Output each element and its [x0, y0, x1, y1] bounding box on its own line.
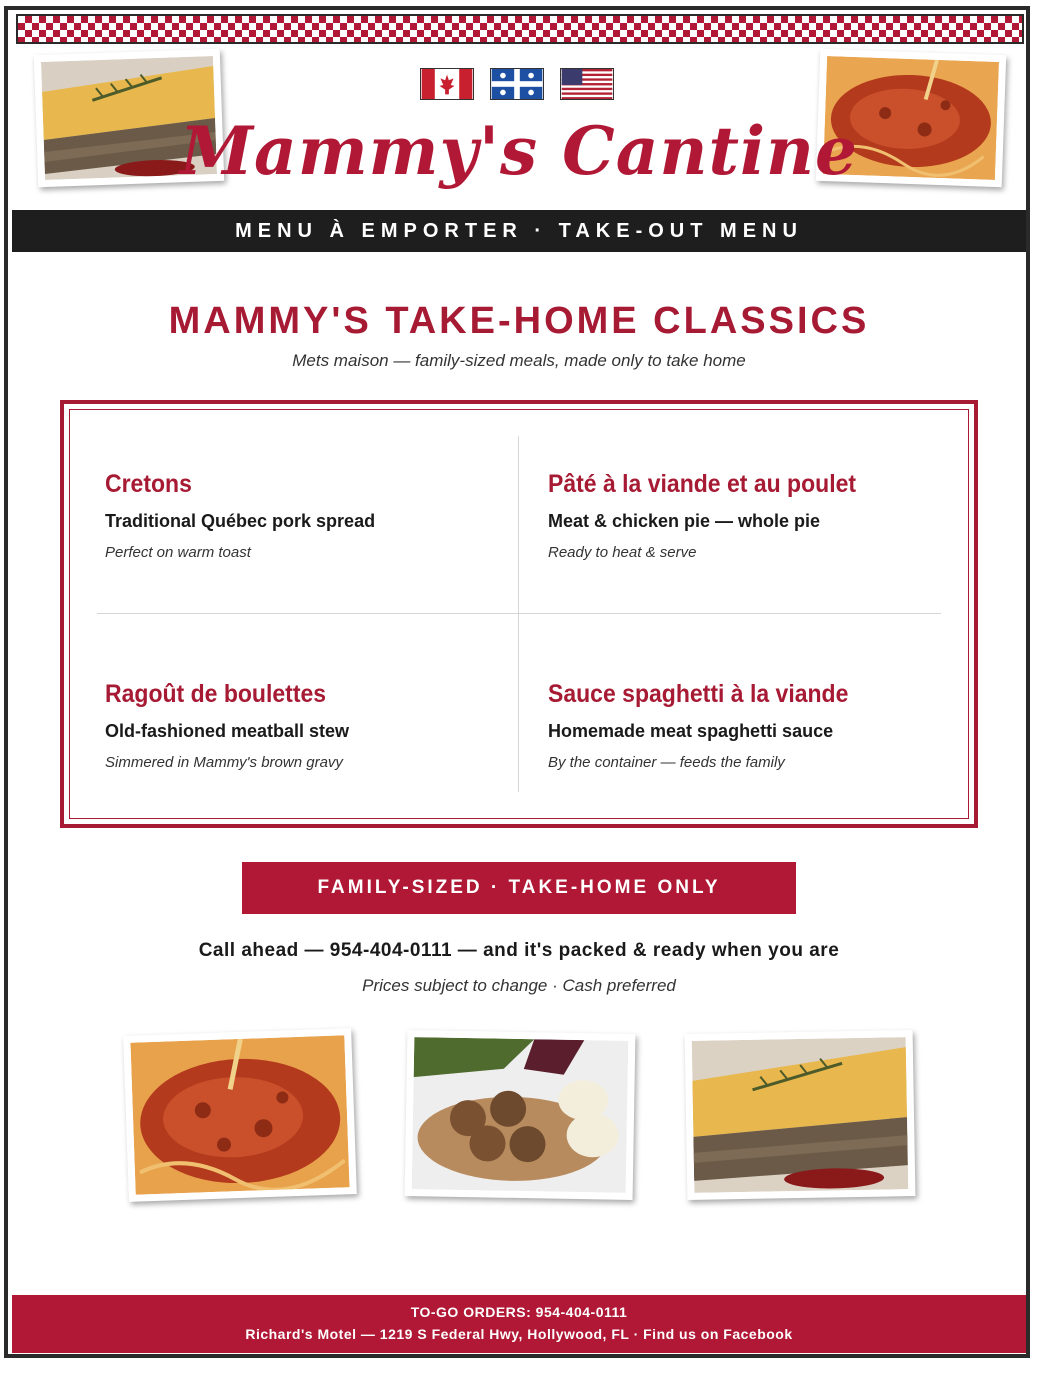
call-ahead-text: Call ahead — 954-404-0111 — and it's packed & ready when you are — [198, 940, 840, 961]
item-french-name: Cretons — [105, 470, 192, 498]
item-english-name: Homemade meat spaghetti sauce — [548, 721, 834, 741]
item-french-name: Sauce spaghetti à la viande — [548, 680, 849, 708]
meat-pie-photo-bottom — [685, 1030, 916, 1200]
canada-flag-icon — [420, 68, 474, 100]
menu-divider-vertical — [518, 436, 519, 792]
prices-note: Prices subject to change · Cash preferred — [362, 976, 676, 995]
brand-logo: Mammy's Cantine — [180, 112, 858, 190]
item-note: Simmered in Mammy's brown gravy — [105, 754, 343, 771]
item-english-name: Meat & chicken pie — whole pie — [548, 511, 821, 531]
menu-divider-horizontal — [97, 613, 941, 614]
checker-border — [16, 14, 1024, 44]
family-sized-badge: FAMILY-SIZED · TAKE-HOME ONLY — [242, 862, 796, 914]
quebec-flag-icon — [490, 68, 544, 100]
footer-bar — [12, 1295, 1026, 1353]
item-note: Perfect on warm toast — [105, 544, 251, 561]
flag-row — [420, 68, 614, 100]
footer-address: Richard's Motel — 1219 S Federal Hwy, Hollywood, FL · Find us on Facebook — [245, 1326, 793, 1342]
menu-item-ragout — [105, 680, 495, 771]
section-subtitle: Mets maison — family-sized meals, made only to take home — [292, 351, 746, 370]
item-english-name: Old-fashioned meatball stew — [105, 721, 350, 741]
meatball-stew-photo — [405, 1030, 636, 1200]
item-note: Ready to heat & serve — [548, 544, 697, 561]
menu-item-sauce — [548, 680, 938, 771]
item-note: By the container — feeds the family — [548, 754, 785, 771]
item-french-name: Ragoût de boulettes — [105, 680, 327, 708]
section-title: MAMMY'S TAKE-HOME CLASSICS — [168, 300, 870, 342]
spaghetti-photo-bottom — [123, 1028, 357, 1202]
menu-band: MENU À EMPORTER · TAKE-OUT MENU — [12, 210, 1026, 252]
menu-item-cretons — [105, 470, 495, 561]
item-english-name: Traditional Québec pork spread — [105, 511, 376, 531]
usa-flag-icon — [560, 68, 614, 100]
footer-phone: TO-GO ORDERS: 954-404-0111 — [410, 1304, 628, 1320]
item-french-name: Pâté à la viande et au poulet — [548, 470, 857, 498]
menu-item-pate — [548, 470, 938, 561]
